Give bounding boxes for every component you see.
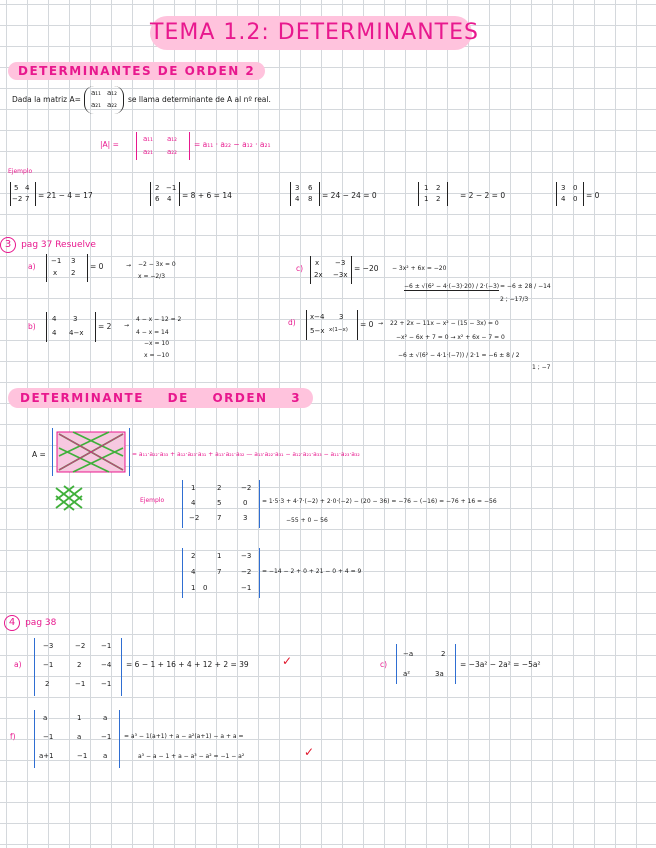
page-title: TEMA 1.2: DETERMINANTES bbox=[150, 16, 472, 50]
ejemplo-result-5: = 0 bbox=[586, 191, 600, 200]
exercise-3b-label: b) bbox=[28, 322, 36, 331]
exercise-4f-matrix bbox=[34, 710, 120, 768]
exercise-3c-label: c) bbox=[296, 264, 304, 273]
matrix-cell: 5 bbox=[14, 184, 19, 192]
formula-lhs: |A| = bbox=[100, 140, 119, 149]
matrix-cell: 3a bbox=[435, 670, 444, 678]
matrix-cell: 5 bbox=[217, 499, 222, 507]
matrix-cell: 4 bbox=[167, 195, 172, 203]
sarrus-rule-icon bbox=[54, 484, 84, 512]
ejemplo-orden3-matrix-1 bbox=[182, 480, 260, 528]
matrix-cell: x bbox=[53, 269, 58, 277]
exercise-3c-matrix bbox=[310, 256, 352, 284]
exercise-3d-matrix bbox=[306, 310, 358, 340]
matrix-cell: 7 bbox=[217, 514, 222, 522]
exercise-label: pag 38 bbox=[25, 618, 57, 628]
matrix-cell: −1 bbox=[101, 680, 112, 688]
exercise-3a-step-1: −2 − 3x = 0 bbox=[138, 261, 176, 268]
ejemplo-orden3-result-2: = −14 − 2 + 0 + 21 − 0 + 4 = 9 bbox=[262, 568, 362, 575]
ejemplo-result-1: = 21 − 4 = 17 bbox=[38, 191, 93, 200]
exercise-3a-step-2: x = −2/3 bbox=[138, 273, 166, 280]
matrix-cell: 1 bbox=[191, 484, 196, 492]
ejemplo-orden3-result-1b: −55 + 0 − 56 bbox=[286, 517, 328, 524]
matrix-cell: 3 bbox=[73, 315, 78, 323]
exercise-4f-result-1: = a³ − 1(a+1) + a − a²(a+1) − a + a = bbox=[124, 733, 244, 740]
exercise-3a-arrow: → bbox=[126, 262, 132, 269]
matrix-cell: a₂₁ bbox=[91, 101, 101, 109]
ejemplo-label: Ejemplo bbox=[8, 168, 33, 175]
matrix-cell: −3 bbox=[335, 259, 346, 267]
matrix-cell: 4 bbox=[295, 195, 300, 203]
exercise-3c-step-4: 2 ; −17/3 bbox=[500, 296, 529, 303]
ejemplo-matrix-1 bbox=[10, 182, 36, 206]
matrix-cell: 2x bbox=[314, 271, 323, 279]
matrix-cell: 7 bbox=[25, 195, 30, 203]
exercise-4a-matrix bbox=[34, 638, 122, 696]
matrix-cell: a₂₂ bbox=[107, 101, 117, 109]
exercise-3b-eq: = 2 bbox=[98, 322, 112, 331]
matrix-cell: −1 bbox=[166, 184, 177, 192]
exercise-4a-label: a) bbox=[14, 660, 22, 669]
exercise-4a-result: = 6 − 1 + 16 + 4 + 12 + 2 = 39 bbox=[126, 660, 249, 669]
matrix-cell: a bbox=[77, 733, 82, 741]
matrix-cell: a+1 bbox=[39, 752, 54, 760]
intro-text-b: se llama determinante de A al nº real. bbox=[128, 95, 271, 104]
ejemplo-result-2: = 8 + 6 = 14 bbox=[182, 191, 232, 200]
ejemplo-orden3-label: Ejemplo bbox=[140, 497, 165, 504]
matrix-cell: −1 bbox=[77, 752, 88, 760]
matrix-cell: a₁₁ bbox=[91, 89, 101, 97]
matrix-cell: 4 bbox=[191, 568, 196, 576]
matrix-cell: 0 bbox=[573, 195, 578, 203]
matrix-cell: 2 bbox=[71, 269, 76, 277]
ejemplo-orden3-matrix-2 bbox=[182, 548, 260, 598]
matrix-cell: 8 bbox=[308, 195, 313, 203]
formula-rhs: = a₁₁ · a₂₂ − a₁₂ · a₂₁ bbox=[194, 140, 271, 149]
matrix-cell: 4 bbox=[561, 195, 566, 203]
matrix-cell: 3 bbox=[243, 514, 248, 522]
exercise-3-header bbox=[0, 232, 96, 253]
exercise-3a-eq: = 0 bbox=[90, 262, 104, 271]
exercise-3a-label: a) bbox=[28, 262, 36, 271]
exercise-4f-label: f) bbox=[10, 732, 16, 741]
matrix-cell: x(1−x) bbox=[329, 327, 348, 333]
matrix-cell: 3 bbox=[295, 184, 300, 192]
matrix-cell: a bbox=[43, 714, 48, 722]
matrix-cell: −1 bbox=[101, 642, 112, 650]
matrix-cell: 4 bbox=[25, 184, 30, 192]
exercise-3b-step-1: 4 − x − 12 = 2 bbox=[136, 316, 182, 323]
matrix-cell: 2 bbox=[436, 184, 441, 192]
orden3-formula: = a₁₁·a₂₂·a₃₃ + a₁₂·a₂₃·a₃₁ + a₁₃·a₂₁·a₃₂ — a₁₃·a₂₂·a₃₁ − a₁₂·a₂₁·a₃₃ − a₁₁·a₂₃·a₃₂ bbox=[132, 451, 360, 458]
exercise-3d-step-3: −6 ± √(6² − 4·1·(−7)) / 2·1 = −6 ± 8 / 2 bbox=[398, 352, 520, 359]
matrix-cell: 2 bbox=[77, 661, 82, 669]
matrix-cell: a₁₁ bbox=[143, 135, 153, 143]
exercise-3b-arrow: → bbox=[124, 322, 130, 329]
matrix-cell: −3 bbox=[241, 552, 252, 560]
matrix-cell: 6 bbox=[155, 195, 160, 203]
exercise-3c-step-1: − 3x² + 6x = −20 bbox=[392, 265, 447, 272]
intro-text-a: Dada la matriz A= bbox=[12, 95, 81, 104]
matrix-cell: 0 bbox=[243, 499, 248, 507]
exercise-4f-result-2: a³ − a − 1 + a − a³ − a² = −1 − a² bbox=[138, 753, 245, 760]
matrix-cell: 4 bbox=[52, 329, 57, 337]
matrix-cell: 4 bbox=[191, 499, 196, 507]
matrix-cell: 5−x bbox=[310, 327, 325, 335]
matrix-cell: 2 bbox=[436, 195, 441, 203]
matrix-cell: 2 bbox=[441, 650, 446, 658]
matrix-cell: 4−x bbox=[69, 329, 84, 337]
exercise-3d-label: d) bbox=[288, 318, 296, 327]
exercise-4-header bbox=[4, 610, 56, 631]
checkmark-icon: ✓ bbox=[304, 745, 315, 759]
matrix-cell: 2 bbox=[191, 552, 196, 560]
matrix-cell: −1 bbox=[51, 257, 62, 265]
matrix-cell: a bbox=[103, 714, 108, 722]
exercise-4c-matrix bbox=[396, 644, 456, 684]
matrix-cell: a₂₁ bbox=[143, 148, 153, 156]
matrix-cell: a₁₂ bbox=[107, 89, 117, 97]
ejemplo-matrix-2 bbox=[150, 182, 180, 206]
matrix-cell: −2 bbox=[241, 568, 252, 576]
matrix-cell: 1 bbox=[191, 584, 196, 592]
orden3-matrix-diagram bbox=[52, 428, 130, 476]
matrix-cell: −a bbox=[403, 650, 414, 658]
exercise-number: 4 bbox=[4, 615, 20, 631]
matrix-cell: 3 bbox=[71, 257, 76, 265]
matrix-cell: 0 bbox=[573, 184, 578, 192]
matrix-cell: −4 bbox=[101, 661, 112, 669]
exercise-3b-step-2: 4 − x = 14 bbox=[136, 329, 169, 336]
matrix-cell: −3x bbox=[333, 271, 348, 279]
checkmark-icon: ✓ bbox=[282, 654, 293, 668]
matrix-cell: 6 bbox=[308, 184, 313, 192]
sarrus-diagram-icon bbox=[53, 428, 129, 476]
intro-matrix bbox=[84, 86, 124, 114]
section-heading-orden-2: DETERMINANTES DE ORDEN 2 bbox=[8, 62, 265, 80]
matrix-cell: a bbox=[103, 752, 108, 760]
exercise-3d-step-4: 1 ; −7 bbox=[532, 364, 551, 371]
matrix-cell: −2 bbox=[189, 514, 200, 522]
matrix-cell: 1 bbox=[424, 195, 429, 203]
exercise-3d-arrow: → bbox=[378, 320, 384, 327]
formula-matrix bbox=[136, 132, 190, 160]
matrix-cell: −2 bbox=[75, 642, 86, 650]
exercise-3d-step-1: 22 + 2x − 11x − x² − (15 − 3x) = 0 bbox=[390, 320, 499, 327]
orden3-lhs: A = bbox=[32, 450, 46, 459]
matrix-cell: 4 bbox=[52, 315, 57, 323]
matrix-cell: 3 bbox=[561, 184, 566, 192]
exercise-4c-label: c) bbox=[380, 660, 388, 669]
matrix-cell: −1 bbox=[75, 680, 86, 688]
matrix-cell: −3 bbox=[43, 642, 54, 650]
matrix-cell: −1 bbox=[101, 733, 112, 741]
exercise-3c-step-3: = −6 ± 28 / −14 bbox=[500, 283, 551, 290]
exercise-3a-matrix bbox=[46, 254, 88, 282]
ejemplo-result-4: = 2 − 2 = 0 bbox=[460, 191, 506, 200]
exercise-3b-step-4: x = −10 bbox=[144, 352, 170, 359]
ejemplo-result-3: = 24 − 24 = 0 bbox=[322, 191, 377, 200]
matrix-cell: 1 bbox=[424, 184, 429, 192]
matrix-cell: 7 bbox=[217, 568, 222, 576]
matrix-cell: a₂₂ bbox=[167, 148, 177, 156]
matrix-cell: −1 bbox=[241, 584, 252, 592]
section-heading-orden-3: DETERMINANTE DE ORDEN 3 bbox=[8, 388, 313, 408]
exercise-3d-eq: = 0 bbox=[360, 320, 374, 329]
exercise-3d-step-2: −x² − 6x + 7 = 0 → x² + 6x − 7 = 0 bbox=[396, 334, 505, 341]
exercise-3b-matrix bbox=[46, 312, 96, 342]
matrix-cell: −2 bbox=[12, 195, 23, 203]
exercise-3b-step-3: −x = 10 bbox=[144, 340, 170, 347]
matrix-cell: 0 bbox=[203, 584, 208, 592]
exercise-4c-result: = −3a² − 2a² = −5a² bbox=[460, 660, 541, 669]
exercise-label: pag 37 Resuelve bbox=[21, 240, 96, 250]
exercise-3c-step-2: −6 ± √(6² − 4·(−3)·20) / 2·(−3) bbox=[404, 283, 500, 290]
matrix-cell: x bbox=[315, 259, 320, 267]
matrix-cell: 2 bbox=[155, 184, 160, 192]
matrix-cell: −2 bbox=[241, 484, 252, 492]
matrix-cell: 1 bbox=[77, 714, 82, 722]
matrix-cell: 2 bbox=[45, 680, 50, 688]
ejemplo-matrix-3 bbox=[290, 182, 320, 206]
exercise-3c-eq: = −20 bbox=[354, 264, 379, 273]
matrix-cell: −1 bbox=[43, 733, 54, 741]
matrix-cell: 1 bbox=[217, 552, 222, 560]
matrix-cell: 3 bbox=[339, 313, 344, 321]
ejemplo-matrix-4 bbox=[418, 182, 448, 206]
matrix-cell: −1 bbox=[43, 661, 54, 669]
matrix-cell: a² bbox=[403, 670, 411, 678]
matrix-cell: x−4 bbox=[310, 313, 325, 321]
ejemplo-matrix-5 bbox=[556, 182, 584, 206]
matrix-cell: 2 bbox=[217, 484, 222, 492]
exercise-number: 3 bbox=[0, 237, 16, 253]
ejemplo-orden3-result-1: = 1·5·3 + 4·7·(−2) + 2·0·(−2) − (20 − 36) = −76 − (−16) = −76 + 16 = −56 bbox=[262, 498, 497, 505]
matrix-cell: a₁₂ bbox=[167, 135, 177, 143]
